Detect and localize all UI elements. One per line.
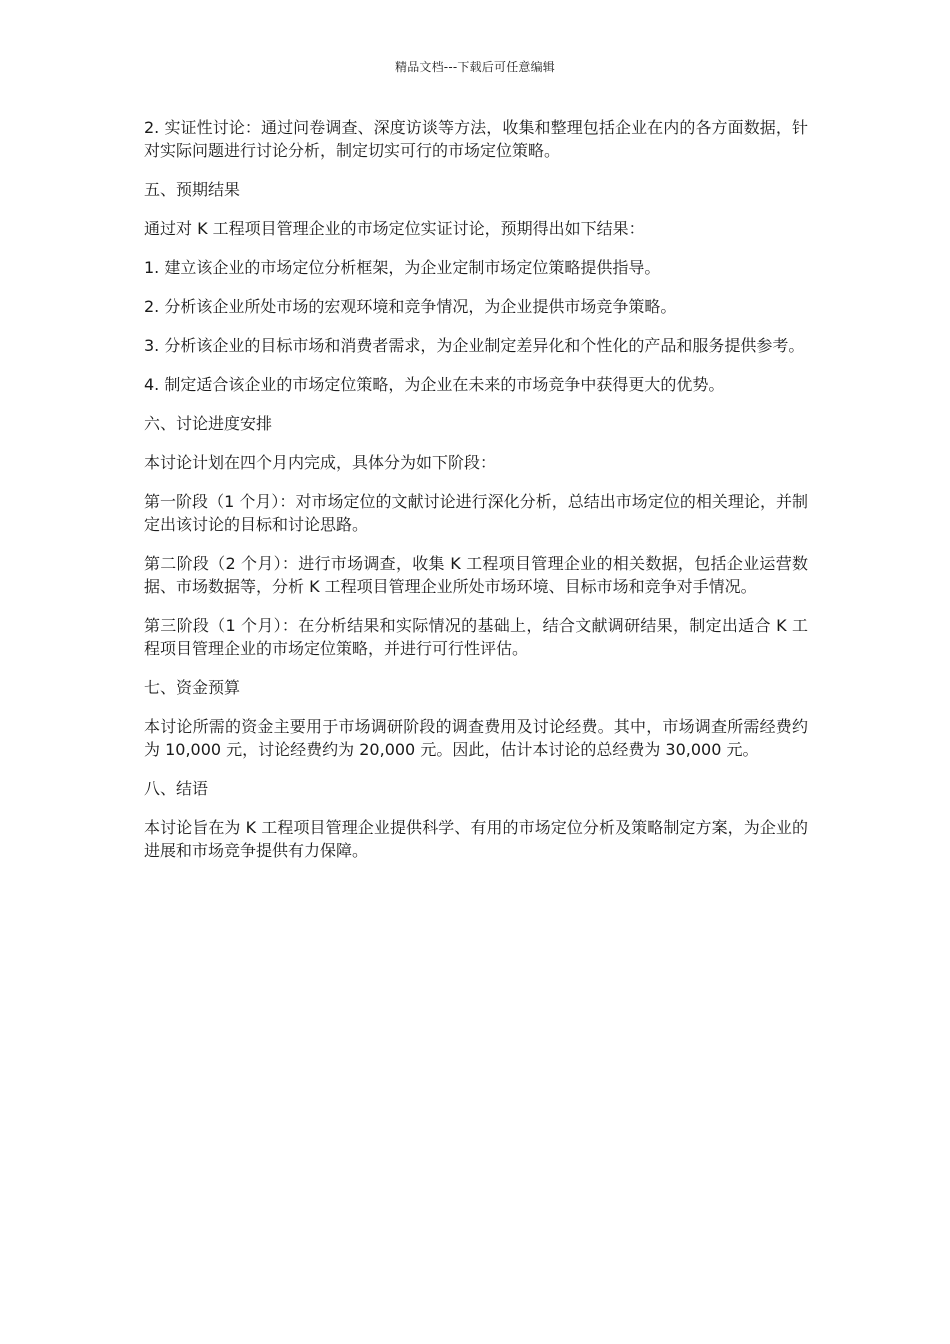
paragraph-phase-3: 第三阶段（1 个月）：在分析结果和实际情况的基础上，结合文献调研结果，制定出适合 K 工程项目管理企业的市场定位策略，并进行可行性评估。 xyxy=(144,616,808,658)
section-heading-budget: 七、资金预算 xyxy=(144,678,241,697)
page-header: 精品文档---下载后可任意编辑 xyxy=(395,60,555,74)
section-heading-expected-results: 五、预期结果 xyxy=(144,180,241,199)
paragraph-expected-intro: 通过对 K 工程项目管理企业的市场定位实证讨论，预期得出如下结果： xyxy=(144,219,645,238)
list-item-result-1: 1. 建立该企业的市场定位分析框架，为企业定制市场定位策略提供指导。 xyxy=(144,258,661,277)
paragraph-phase-1: 第一阶段（1 个月）：对市场定位的文献讨论进行深化分析，总结出市场定位的相关理论，并制定出该讨论的目标和讨论思路。 xyxy=(144,492,808,534)
paragraph-conclusion: 本讨论旨在为 K 工程项目管理企业提供科学、有用的市场定位分析及策略制定方案，为企业的进展和市场竞争提供有力保障。 xyxy=(144,818,808,860)
section-heading-conclusion: 八、结语 xyxy=(144,779,209,798)
section-heading-schedule: 六、讨论进度安排 xyxy=(144,414,273,433)
list-item-result-2: 2. 分析该企业所处市场的宏观环境和竞争情况，为企业提供市场竞争策略。 xyxy=(144,297,677,316)
list-item-result-4: 4. 制定适合该企业的市场定位策略，为企业在未来的市场竞争中获得更大的优势。 xyxy=(144,375,725,394)
paragraph-phase-2: 第二阶段（2 个月）：进行市场调查，收集 K 工程项目管理企业的相关数据，包括企业运营数据、市场数据等，分析 K 工程项目管理企业所处市场环境、目标市场和竞争对手情况。 xyxy=(144,554,808,596)
document-body xyxy=(144,116,808,878)
paragraph-schedule-intro: 本讨论计划在四个月内完成，具体分为如下阶段： xyxy=(144,453,497,472)
paragraph-empirical-discussion: 2. 实证性讨论：通过问卷调查、深度访谈等方法，收集和整理包括企业在内的各方面数据，针对实际问题进行讨论分析，制定切实可行的市场定位策略。 xyxy=(144,118,808,160)
list-item-result-3: 3. 分析该企业的目标市场和消费者需求，为企业制定差异化和个性化的产品和服务提供参考。 xyxy=(144,336,805,355)
paragraph-budget: 本讨论所需的资金主要用于市场调研阶段的调查费用及讨论经费。其中，市场调查所需经费约为 10,000 元，讨论经费约为 20,000 元。因此，估计本讨论的总经费为 30,000 元。 xyxy=(144,717,808,759)
